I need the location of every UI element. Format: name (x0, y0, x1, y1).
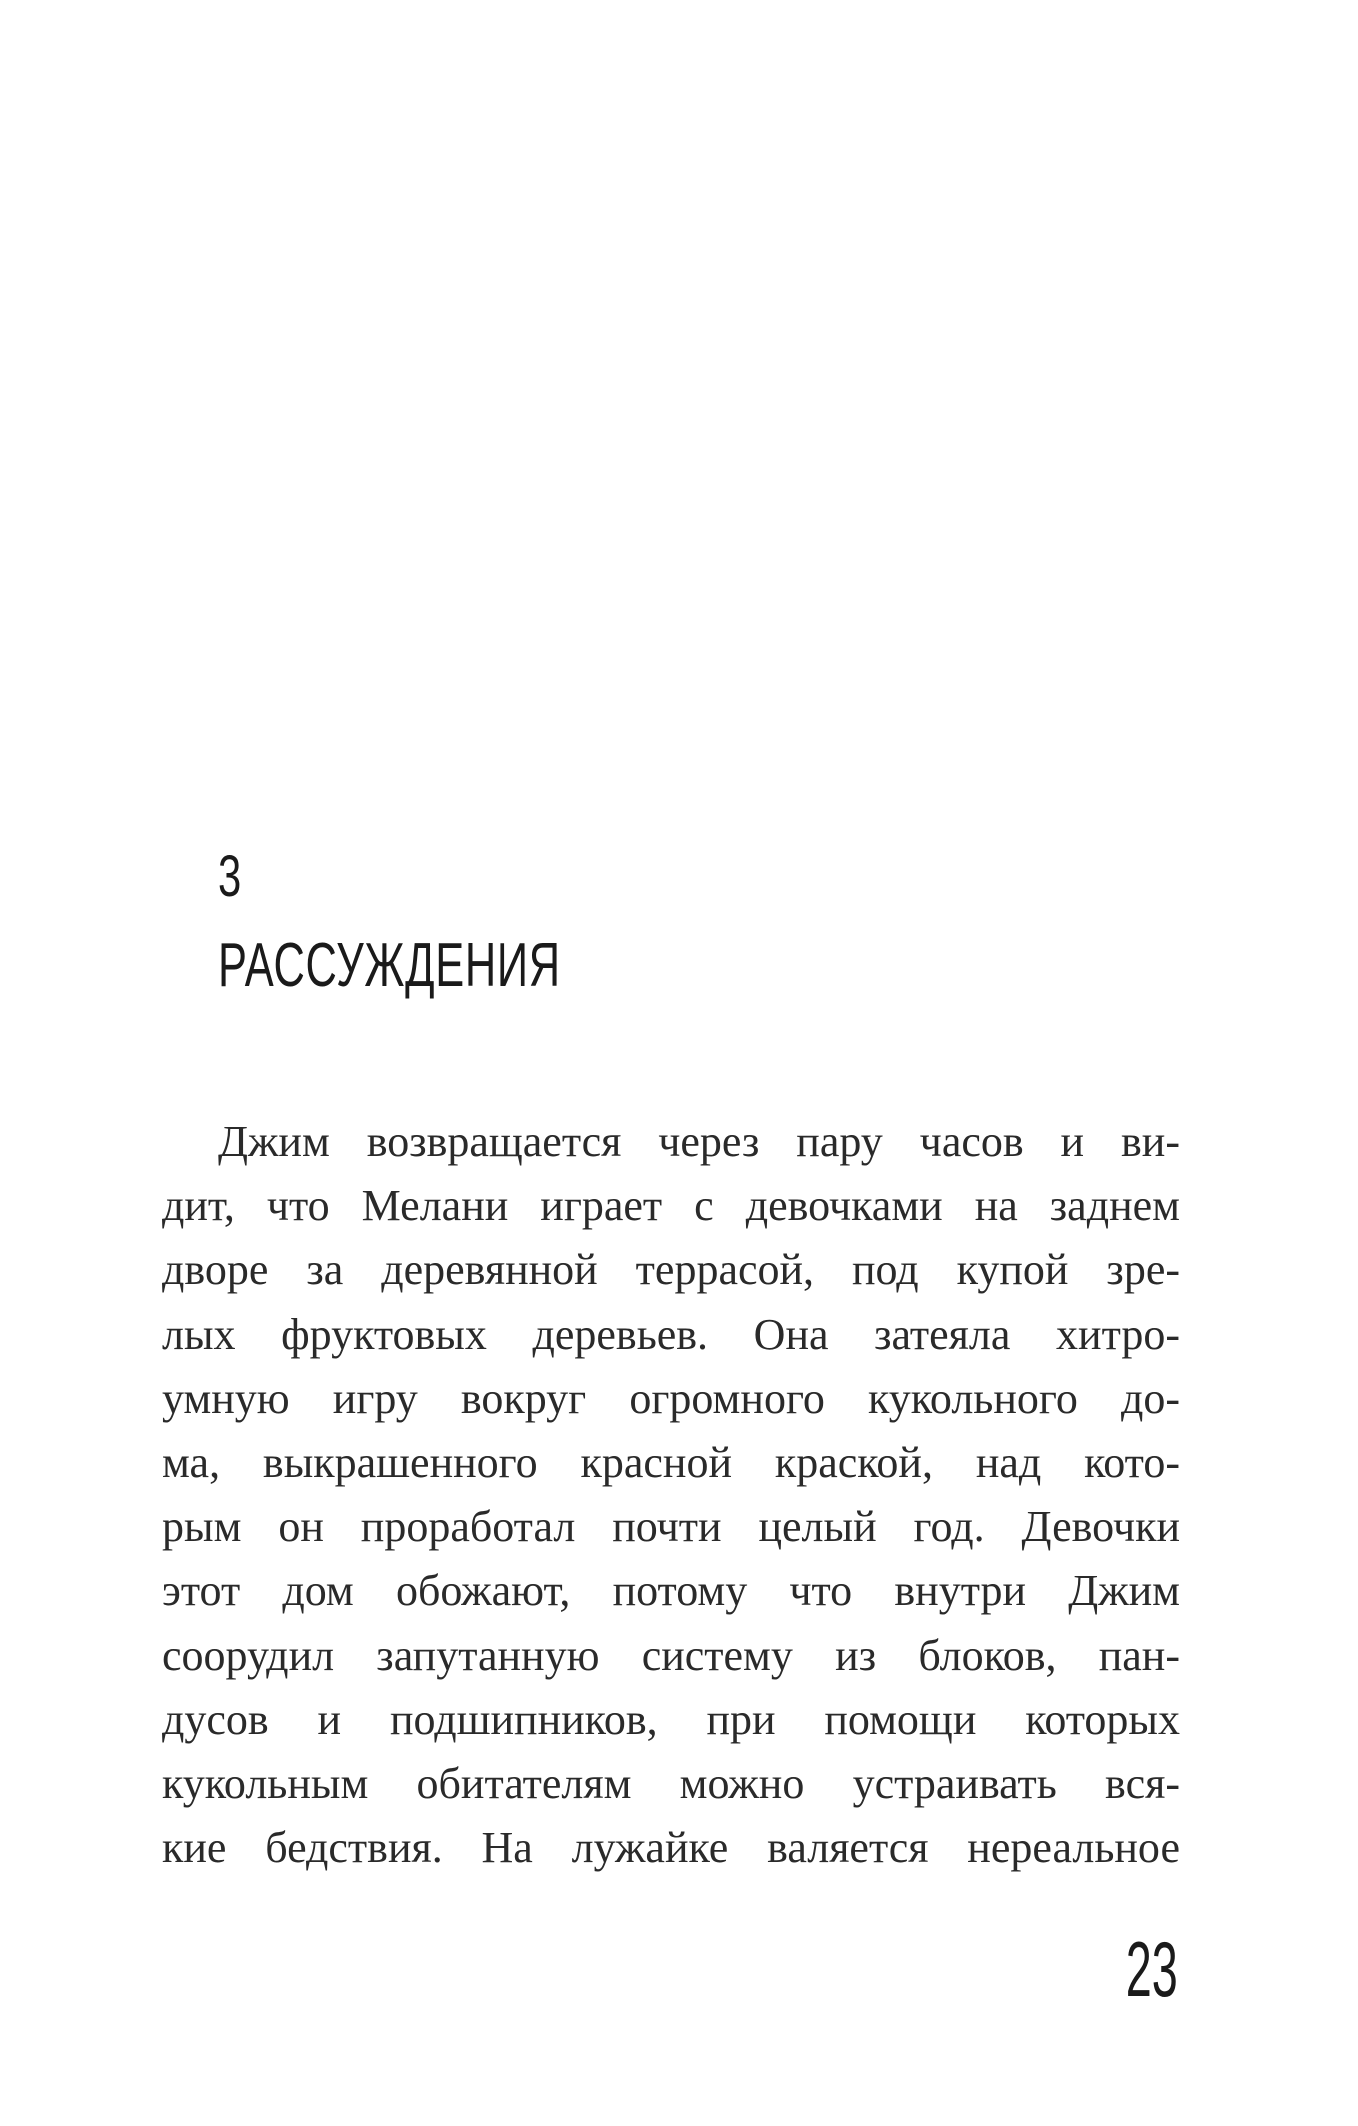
text-line: кие бедствия. На лужайке валяется нереальное (162, 1823, 1180, 1873)
text-line: ма, выкрашенного красной краской, над кото- (162, 1437, 1180, 1487)
page-number: 23 (1125, 1925, 1178, 2013)
text-line: дворе за деревянной террасой, под купой зре- (162, 1245, 1180, 1295)
text-line: рым он проработал почти целый год. Девочки (162, 1502, 1180, 1552)
text-line: умную игру вокруг огромного кукольного до- (162, 1373, 1180, 1423)
body-text (162, 1110, 1180, 1880)
text-line: лых фруктовых деревьев. Она затеяла хитро- (162, 1309, 1180, 1359)
chapter-title: РАССУЖДЕНИЯ (218, 931, 561, 1000)
chapter-number: 3 (218, 844, 242, 909)
text-line: кукольным обитателям можно устраивать вся- (162, 1758, 1180, 1808)
text-line: этот дом обожают, потому что внутри Джим (162, 1566, 1180, 1616)
text-line: дит, что Мелани играет с девочками на заднем (162, 1181, 1180, 1231)
text-line: соорудил запутанную систему из блоков, пан- (162, 1630, 1180, 1680)
text-line: дусов и подшипников, при помощи которых (162, 1694, 1180, 1744)
text-line: Джим возвращается через пару часов и ви- (218, 1117, 1180, 1166)
